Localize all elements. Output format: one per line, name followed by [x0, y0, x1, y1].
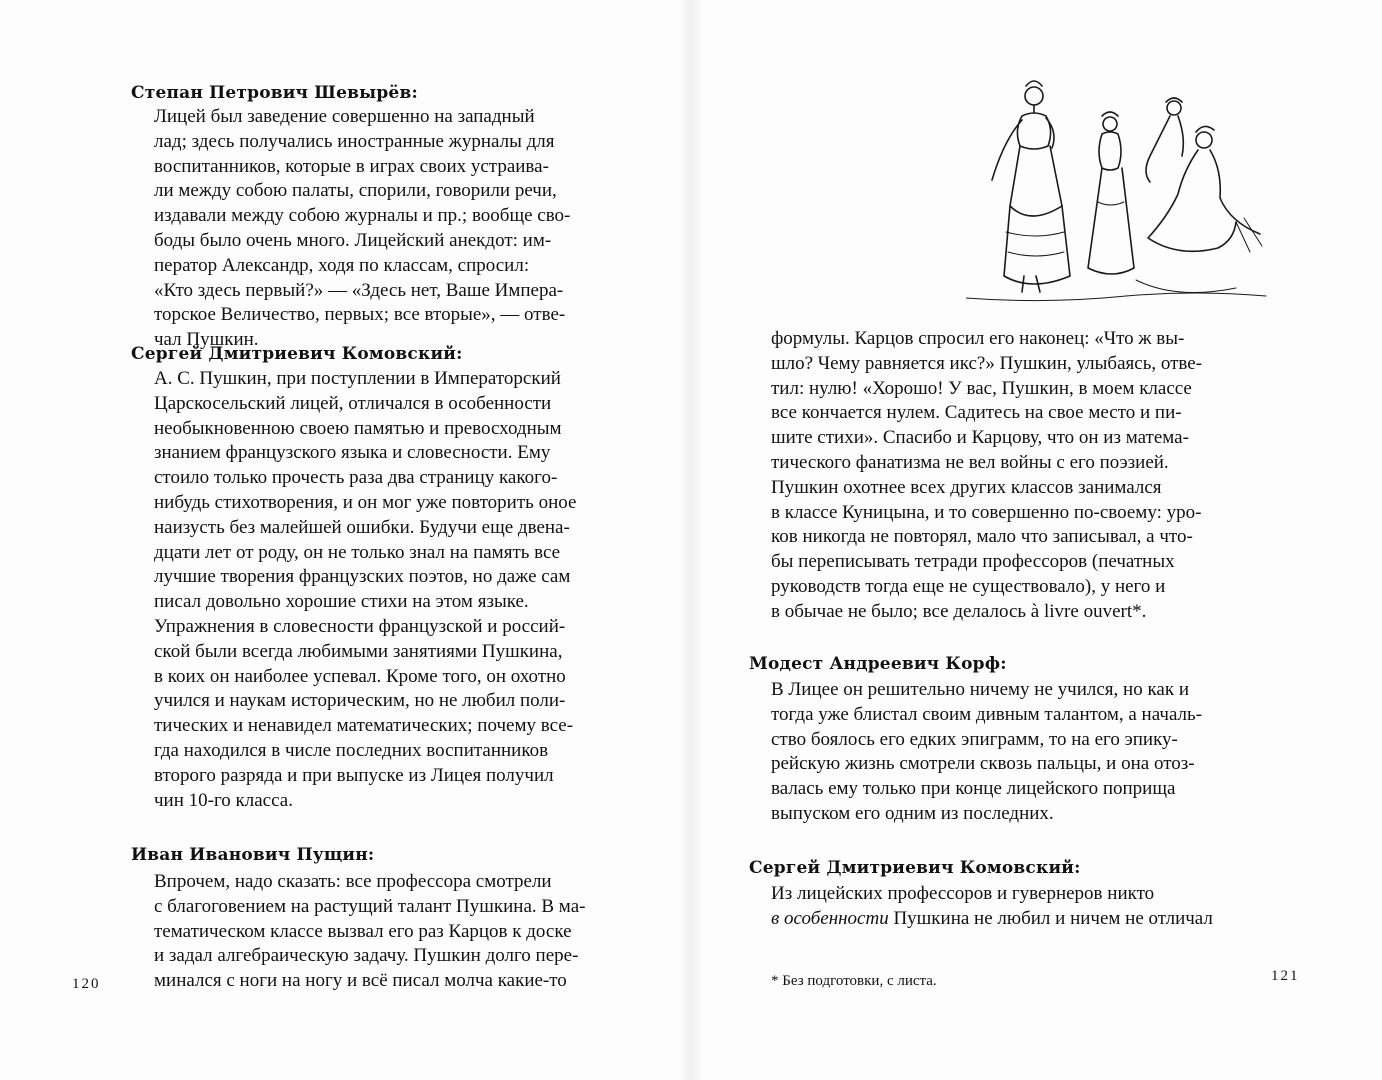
text-line: все кончается нулем. Садитесь на свое место и пи-	[771, 402, 1182, 424]
text-line: лучшие творения французских поэтов, но даже сам	[154, 566, 571, 588]
text-line: тического фанатизма не вел войны с его поэзией.	[771, 451, 1169, 473]
text-line: Впрочем, надо сказать: все профессора смотрели	[154, 871, 552, 892]
italic-phrase: в особенности	[771, 907, 889, 929]
text-line: минался с ноги на ногу и всё писал молча какие-то	[154, 970, 567, 992]
text-line: шло? Чему равняется икс?» Пушкин, улыбаясь, отве-	[771, 352, 1203, 374]
text-line: тогда уже блистал своим дивным талантом, а началь-	[771, 703, 1203, 725]
text-line: нибудь стихотворения, и он мог уже повторить оное	[154, 491, 577, 513]
text-line: Из лицейских профессоров и гувернеров никто	[771, 883, 1155, 904]
page-number: 121	[1271, 968, 1300, 984]
footnote: * Без подготовки, с листа.	[771, 973, 937, 989]
text-line: наизусть без малейшей ошибки. Будучи еще двена-	[154, 516, 570, 538]
text-line: гда находился в числе последних воспитанников	[154, 739, 549, 761]
section-heading: Иван Иванович Пущин:	[131, 845, 375, 865]
text-line: тических и ненавидел математических; почему все-	[154, 715, 574, 737]
text-line: в классе Куницына, и то совершенно по-своему: уро-	[771, 501, 1202, 523]
section-heading: Сергей Дмитриевич Комовский:	[749, 858, 1081, 878]
text-line: Упражнения в словесности французской и россий-	[154, 615, 566, 637]
text-line	[771, 907, 1213, 932]
page-number: 120	[72, 976, 101, 992]
section-body	[771, 678, 1202, 827]
text-line: В Лицее он решительно ничему не учился, но как и	[771, 679, 1189, 700]
text-line: стоило только прочесть раза два страницу какого-	[154, 467, 558, 489]
text-line: с благоговением на растущий талант Пушкина. В ма-	[154, 895, 586, 917]
section-body	[154, 367, 576, 813]
text-line: ли между собою палаты, спорили, говорили речи,	[154, 180, 557, 202]
text-line: ство боялось его едких эпиграмм, то на его эпику-	[771, 728, 1178, 750]
text-line: чин 10-го класса.	[154, 789, 293, 811]
text-line: и задал алгебраическую задачу. Пушкин долго пере-	[154, 945, 579, 967]
section-body	[771, 882, 1213, 932]
section-body	[154, 105, 570, 353]
text-line: ков никогда не повторял, мало что записывал, а что-	[771, 526, 1193, 548]
text-line: тил: нулю! «Хорошо! У вас, Пушкин, в моем классе	[771, 377, 1192, 399]
text-line: в обычае не было; все делалось à livre ouvert*.	[771, 600, 1147, 622]
text-line: издавали между собою журналы и пр.; вообще сво-	[154, 205, 571, 227]
text-line: тематическом классе вызвал его раз Карцов к доске	[154, 920, 572, 942]
text-line: учился и наукам историческим, но не любил поли-	[154, 690, 566, 712]
text-line: воспитанников, которые в играх своих устраива-	[154, 155, 549, 177]
text-line: формулы. Карцов спросил его наконец: «Что ж вы-	[771, 328, 1185, 349]
text-line: чал Пушкин.	[154, 329, 259, 351]
text-line: Пушкин охотнее всех других классов занимался	[771, 476, 1162, 498]
section-body	[771, 327, 1202, 625]
text-line: руководств тогда еще не существовало), у него и	[771, 575, 1166, 597]
text-line: необыкновенною своею памятью и превосходным	[154, 417, 562, 439]
text-line: «Кто здесь первый?» — «Здесь нет, Ваше Импера-	[154, 279, 564, 301]
text-line: Лицей был заведение совершенно на западный	[154, 106, 535, 127]
text-line: лад; здесь получались иностранные журналы для	[154, 130, 555, 152]
text-line: знанием французского языка и словесности. Ему	[154, 442, 551, 464]
text-line: ператор Александр, ходя по классам, спросил:	[154, 254, 530, 276]
text-line: ской были всегда любимыми занятиями Пушкина,	[154, 640, 563, 662]
section-heading: Модест Андреевич Корф:	[749, 654, 1007, 674]
text-line: боды было очень много. Лицейский анекдот: им-	[154, 229, 552, 251]
text-line: шите стихи». Спасибо и Карцову, что он из матема-	[771, 427, 1189, 449]
text-line: А. С. Пушкин, при поступлении в Императорский	[154, 368, 561, 389]
text-line: Царскосельский лицей, отличался в особенности	[154, 392, 552, 414]
right-page	[691, 0, 1382, 1080]
text-line: выпуском его одним из последних.	[771, 802, 1054, 824]
text-line: писал довольно хорошие стихи на этом языке.	[154, 591, 529, 613]
section-body	[154, 870, 585, 994]
text-line-rest: Пушкина не любил и ничем не отличал	[888, 907, 1213, 929]
text-line: дцати лет от роду, он не только знал на память все	[154, 541, 561, 563]
text-line: бы переписывать тетради профессоров (печатных	[771, 551, 1175, 573]
text-line: валась ему только при конце лицейского поприща	[771, 778, 1176, 800]
ink-sketch-figures-icon	[966, 72, 1271, 304]
section-heading: Степан Петрович Шевырёв:	[131, 83, 418, 103]
text-line: в коих он наиболее успевал. Кроме того, он охотно	[154, 665, 566, 687]
text-line: торское Величество, первых; все вторые», — отве-	[154, 304, 566, 326]
text-line: второго разряда и при выпуске из Лицея получил	[154, 764, 554, 786]
section-heading: Сергей Дмитриевич Комовский:	[131, 344, 463, 364]
text-line: рейскую жизнь смотрели сквозь пальцы, и она отоз-	[771, 753, 1195, 775]
